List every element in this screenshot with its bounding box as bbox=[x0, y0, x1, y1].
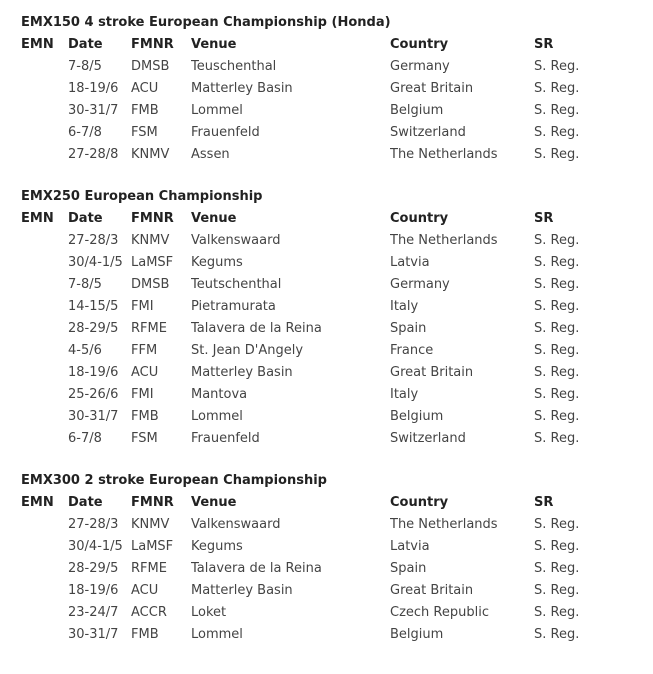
cell-date: 6-7/8 bbox=[68, 431, 102, 446]
cell-fmnr: FMB bbox=[131, 103, 159, 118]
table-row bbox=[21, 406, 621, 428]
championship-calendar bbox=[21, 12, 641, 666]
column-header-country: Country bbox=[390, 495, 449, 510]
cell-date: 14-15/5 bbox=[68, 299, 119, 314]
cell-date: 28-29/5 bbox=[68, 561, 119, 576]
table-row bbox=[21, 296, 621, 318]
cell-fmnr: FMI bbox=[131, 387, 154, 402]
column-header-fmnr: FMNR bbox=[131, 37, 174, 52]
cell-fmnr: ACU bbox=[131, 81, 159, 96]
cell-venue: Talavera de la Reina bbox=[191, 561, 322, 576]
section-title: EMX250 European Championship bbox=[21, 189, 263, 204]
cell-venue: St. Jean D'Angely bbox=[191, 343, 304, 358]
cell-sr: S. Reg. bbox=[534, 561, 580, 576]
column-header-venue: Venue bbox=[191, 211, 237, 226]
cell-venue: Frauenfeld bbox=[191, 431, 260, 446]
column-header-country: Country bbox=[390, 37, 449, 52]
cell-venue: Lommel bbox=[191, 627, 243, 642]
table-row bbox=[21, 536, 621, 558]
table-row bbox=[21, 428, 621, 450]
cell-country: The Netherlands bbox=[390, 233, 498, 248]
cell-fmnr: LaMSF bbox=[131, 539, 174, 554]
cell-sr: S. Reg. bbox=[534, 321, 580, 336]
cell-fmnr: ACU bbox=[131, 583, 159, 598]
table-row bbox=[21, 56, 621, 78]
cell-fmnr: RFME bbox=[131, 321, 167, 336]
cell-date: 27-28/8 bbox=[68, 147, 119, 162]
cell-country: Spain bbox=[390, 561, 427, 576]
cell-date: 30/4-1/5 bbox=[68, 539, 123, 554]
column-header-sr: SR bbox=[534, 211, 554, 226]
cell-fmnr: DMSB bbox=[131, 59, 170, 74]
cell-date: 25-26/6 bbox=[68, 387, 119, 402]
cell-country: Italy bbox=[390, 387, 419, 402]
cell-emn bbox=[21, 384, 68, 406]
cell-sr: S. Reg. bbox=[534, 277, 580, 292]
cell-country: Switzerland bbox=[390, 431, 466, 446]
column-header-sr: SR bbox=[534, 495, 554, 510]
column-header-date: Date bbox=[68, 37, 103, 52]
cell-date: 28-29/5 bbox=[68, 321, 119, 336]
cell-sr: S. Reg. bbox=[534, 627, 580, 642]
cell-fmnr: KNMV bbox=[131, 147, 170, 162]
cell-sr: S. Reg. bbox=[534, 409, 580, 424]
column-header-fmnr: FMNR bbox=[131, 495, 174, 510]
cell-fmnr: FMI bbox=[131, 299, 154, 314]
cell-emn bbox=[21, 340, 68, 362]
cell-venue: Kegums bbox=[191, 539, 243, 554]
cell-country: Belgium bbox=[390, 103, 444, 118]
column-header-sr: SR bbox=[534, 37, 554, 52]
table-header-row bbox=[21, 34, 621, 56]
table-row bbox=[21, 384, 621, 406]
column-header-emn: EMN bbox=[21, 211, 54, 226]
table-row bbox=[21, 100, 621, 122]
cell-fmnr: FMB bbox=[131, 409, 159, 424]
cell-sr: S. Reg. bbox=[534, 103, 580, 118]
cell-venue: Kegums bbox=[191, 255, 243, 270]
column-header-fmnr: FMNR bbox=[131, 211, 174, 226]
cell-sr: S. Reg. bbox=[534, 583, 580, 598]
table-row bbox=[21, 122, 621, 144]
cell-sr: S. Reg. bbox=[534, 387, 580, 402]
cell-country: Switzerland bbox=[390, 125, 466, 140]
cell-fmnr: ACU bbox=[131, 365, 159, 380]
cell-venue: Lommel bbox=[191, 103, 243, 118]
cell-date: 30-31/7 bbox=[68, 627, 119, 642]
cell-venue: Lommel bbox=[191, 409, 243, 424]
cell-date: 27-28/3 bbox=[68, 233, 119, 248]
cell-emn bbox=[21, 406, 68, 428]
cell-date: 23-24/7 bbox=[68, 605, 119, 620]
table-header-row bbox=[21, 208, 621, 230]
table-row bbox=[21, 274, 621, 296]
cell-sr: S. Reg. bbox=[534, 147, 580, 162]
cell-emn bbox=[21, 602, 68, 624]
cell-venue: Frauenfeld bbox=[191, 125, 260, 140]
cell-sr: S. Reg. bbox=[534, 59, 580, 74]
cell-date: 30-31/7 bbox=[68, 103, 119, 118]
table-row bbox=[21, 340, 621, 362]
cell-country: Germany bbox=[390, 277, 450, 292]
cell-emn bbox=[21, 100, 68, 122]
cell-sr: S. Reg. bbox=[534, 431, 580, 446]
cell-venue: Matterley Basin bbox=[191, 365, 293, 380]
cell-sr: S. Reg. bbox=[534, 343, 580, 358]
column-header-country: Country bbox=[390, 211, 449, 226]
cell-sr: S. Reg. bbox=[534, 365, 580, 380]
events-table bbox=[21, 208, 621, 450]
cell-sr: S. Reg. bbox=[534, 81, 580, 96]
cell-fmnr: FFM bbox=[131, 343, 158, 358]
cell-fmnr: ACCR bbox=[131, 605, 167, 620]
cell-country: Belgium bbox=[390, 627, 444, 642]
cell-date: 18-19/6 bbox=[68, 81, 119, 96]
table-row bbox=[21, 514, 621, 536]
events-table bbox=[21, 492, 621, 646]
cell-country: France bbox=[390, 343, 434, 358]
table-row bbox=[21, 580, 621, 602]
cell-venue: Loket bbox=[191, 605, 227, 620]
cell-fmnr: FSM bbox=[131, 125, 158, 140]
cell-country: Latvia bbox=[390, 255, 430, 270]
cell-date: 18-19/6 bbox=[68, 583, 119, 598]
events-table bbox=[21, 34, 621, 166]
table-row bbox=[21, 558, 621, 580]
cell-date: 7-8/5 bbox=[68, 59, 102, 74]
cell-country: Belgium bbox=[390, 409, 444, 424]
cell-sr: S. Reg. bbox=[534, 605, 580, 620]
cell-venue: Mantova bbox=[191, 387, 248, 402]
cell-venue: Talavera de la Reina bbox=[191, 321, 322, 336]
column-header-venue: Venue bbox=[191, 495, 237, 510]
cell-country: Italy bbox=[390, 299, 419, 314]
cell-date: 30-31/7 bbox=[68, 409, 119, 424]
cell-emn bbox=[21, 78, 68, 100]
table-row bbox=[21, 252, 621, 274]
cell-emn bbox=[21, 362, 68, 384]
column-header-venue: Venue bbox=[191, 37, 237, 52]
cell-venue: Valkenswaard bbox=[191, 517, 281, 532]
cell-country: Latvia bbox=[390, 539, 430, 554]
cell-sr: S. Reg. bbox=[534, 539, 580, 554]
cell-emn bbox=[21, 56, 68, 78]
column-header-emn: EMN bbox=[21, 37, 54, 52]
cell-venue: Teuschenthal bbox=[191, 59, 277, 74]
cell-emn bbox=[21, 536, 68, 558]
cell-sr: S. Reg. bbox=[534, 299, 580, 314]
cell-country: Great Britain bbox=[390, 365, 474, 380]
cell-date: 27-28/3 bbox=[68, 517, 119, 532]
cell-country: Czech Republic bbox=[390, 605, 489, 620]
cell-date: 6-7/8 bbox=[68, 125, 102, 140]
cell-emn bbox=[21, 144, 68, 166]
cell-venue: Teutschenthal bbox=[191, 277, 282, 292]
cell-venue: Matterley Basin bbox=[191, 583, 293, 598]
cell-sr: S. Reg. bbox=[534, 255, 580, 270]
cell-fmnr: FMB bbox=[131, 627, 159, 642]
section-title: EMX300 2 stroke European Championship bbox=[21, 473, 327, 488]
cell-emn bbox=[21, 428, 68, 450]
cell-venue: Pietramurata bbox=[191, 299, 276, 314]
table-row bbox=[21, 230, 621, 252]
cell-sr: S. Reg. bbox=[534, 517, 580, 532]
cell-country: Great Britain bbox=[390, 81, 474, 96]
cell-country: Great Britain bbox=[390, 583, 474, 598]
table-row bbox=[21, 362, 621, 384]
table-row bbox=[21, 318, 621, 340]
cell-date: 30/4-1/5 bbox=[68, 255, 123, 270]
cell-emn bbox=[21, 318, 68, 340]
cell-emn bbox=[21, 122, 68, 144]
cell-date: 7-8/5 bbox=[68, 277, 102, 292]
table-row bbox=[21, 602, 621, 624]
cell-fmnr: RFME bbox=[131, 561, 167, 576]
cell-venue: Valkenswaard bbox=[191, 233, 281, 248]
cell-emn bbox=[21, 580, 68, 602]
cell-country: Germany bbox=[390, 59, 450, 74]
cell-fmnr: LaMSF bbox=[131, 255, 174, 270]
cell-emn bbox=[21, 252, 68, 274]
table-row bbox=[21, 144, 621, 166]
section-title: EMX150 4 stroke European Championship (Honda) bbox=[21, 15, 391, 30]
cell-venue: Matterley Basin bbox=[191, 81, 293, 96]
column-header-emn: EMN bbox=[21, 495, 54, 510]
cell-fmnr: KNMV bbox=[131, 517, 170, 532]
cell-emn bbox=[21, 558, 68, 580]
table-row bbox=[21, 624, 621, 646]
cell-emn bbox=[21, 230, 68, 252]
cell-country: Spain bbox=[390, 321, 427, 336]
column-header-date: Date bbox=[68, 211, 103, 226]
cell-date: 4-5/6 bbox=[68, 343, 102, 358]
table-row bbox=[21, 78, 621, 100]
cell-fmnr: KNMV bbox=[131, 233, 170, 248]
cell-venue: Assen bbox=[191, 147, 230, 162]
column-header-date: Date bbox=[68, 495, 103, 510]
cell-country: The Netherlands bbox=[390, 517, 498, 532]
cell-fmnr: FSM bbox=[131, 431, 158, 446]
table-header-row bbox=[21, 492, 621, 514]
cell-date: 18-19/6 bbox=[68, 365, 119, 380]
championship-section bbox=[21, 12, 641, 166]
cell-sr: S. Reg. bbox=[534, 233, 580, 248]
cell-emn bbox=[21, 274, 68, 296]
championship-section bbox=[21, 186, 641, 450]
cell-fmnr: DMSB bbox=[131, 277, 170, 292]
championship-section bbox=[21, 470, 641, 646]
cell-emn bbox=[21, 514, 68, 536]
cell-emn bbox=[21, 624, 68, 646]
cell-sr: S. Reg. bbox=[534, 125, 580, 140]
cell-emn bbox=[21, 296, 68, 318]
cell-country: The Netherlands bbox=[390, 147, 498, 162]
